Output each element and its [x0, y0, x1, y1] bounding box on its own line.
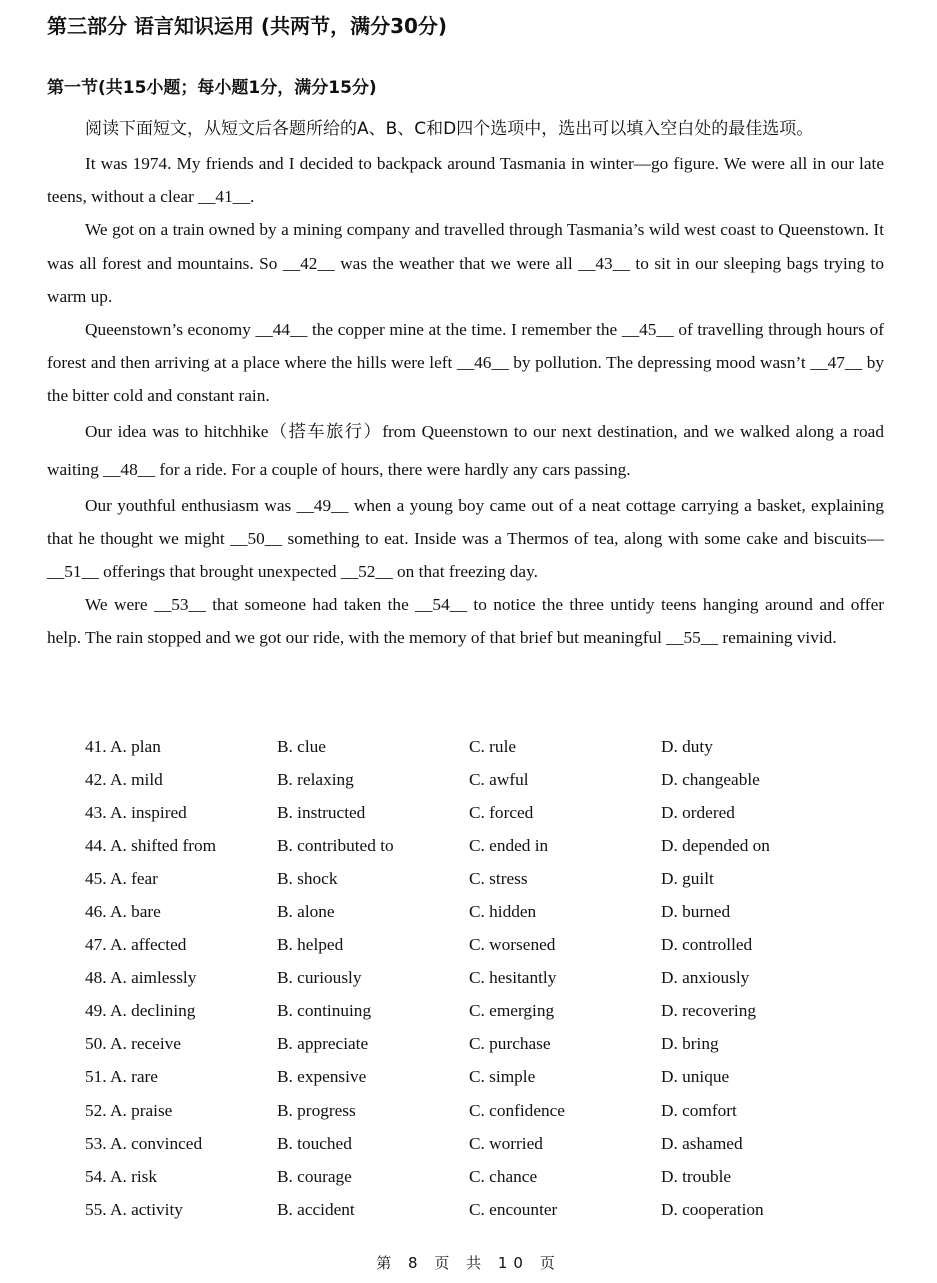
option-a: 43. A. inspired — [85, 802, 187, 822]
passage-paragraph-2: We got on a train owned by a mining company and travelled through Tasmania’s wild west coast to Queenstown. It was all forest and mountains. So __42__ was the weather that we were all __43__ to sit in our sleeping bags trying to warm up. — [47, 220, 884, 306]
option-b: B. curiously — [277, 968, 362, 988]
question-row — [85, 763, 885, 796]
option-d: D. controlled — [661, 935, 753, 955]
option-a: 41. A. plan — [85, 736, 161, 756]
answer-options — [85, 730, 885, 1226]
option-c: C. chance — [469, 1166, 538, 1186]
question-row — [85, 929, 885, 962]
page-number: 第 8 页 共 10 页 — [376, 1254, 561, 1272]
option-a: 44. A. shifted from — [85, 835, 217, 855]
option-a: 49. A. declining — [85, 1001, 196, 1021]
option-c: C. emerging — [469, 1001, 555, 1021]
option-d: D. burned — [661, 902, 731, 922]
question-row — [85, 995, 885, 1028]
option-b: B. helped — [277, 935, 344, 955]
option-c: C. ended in — [469, 835, 549, 855]
option-c: C. rule — [469, 736, 517, 756]
option-c: C. forced — [469, 802, 534, 822]
option-b: B. instructed — [277, 802, 366, 822]
question-row — [85, 1094, 885, 1127]
option-d: D. anxiously — [661, 968, 750, 988]
option-c: C. confidence — [469, 1100, 565, 1120]
option-c: C. hesitantly — [469, 968, 557, 988]
option-b: B. accident — [277, 1199, 355, 1219]
option-d: D. trouble — [661, 1166, 732, 1186]
option-d: D. guilt — [661, 868, 714, 888]
option-a: 52. A. praise — [85, 1100, 173, 1120]
passage-paragraph-3: Queenstown’s economy __44__ the copper mine at the time. I remember the __45__ of travelling through hours of forest and then arriving at a place where the hills were left __46__ by pollution. The depressing mood wasn’t __47__ by the bitter cold and constant rain. — [47, 320, 884, 406]
option-d: D. unique — [661, 1067, 730, 1087]
option-a: 45. A. fear — [85, 868, 158, 888]
option-d: D. recovering — [661, 1001, 757, 1021]
option-c: C. purchase — [469, 1034, 551, 1054]
option-c: C. simple — [469, 1067, 536, 1087]
option-d: D. comfort — [661, 1100, 737, 1120]
option-b: B. relaxing — [277, 769, 354, 789]
question-row — [85, 796, 885, 829]
section-title: 第一节(共15小题；每小题1分，满分15分) — [47, 78, 377, 98]
option-b: B. clue — [277, 736, 326, 756]
passage-paragraph-5: Our youthful enthusiasm was __49__ when a young boy came out of a neat cottage carrying a basket, explaining that he thought we might __50__ something to eat. Inside was a Thermos of tea, along with some cake and biscuits— __51__ offerings that brought unexpected __52__ on that freezing day. — [47, 495, 884, 582]
option-d: D. ashamed — [661, 1133, 743, 1153]
question-row — [85, 730, 885, 763]
option-d: D. ordered — [661, 802, 735, 822]
part-title: 第三部分 语言知识运用 (共两节，满分30分) — [47, 14, 448, 38]
option-a: 46. A. bare — [85, 902, 161, 922]
option-b: B. appreciate — [277, 1034, 369, 1054]
option-b: B. expensive — [277, 1067, 367, 1087]
option-b: B. courage — [277, 1166, 352, 1186]
option-a: 54. A. risk — [85, 1166, 158, 1186]
option-b: B. shock — [277, 868, 338, 888]
option-c: C. stress — [469, 868, 528, 888]
option-b: B. touched — [277, 1133, 352, 1153]
question-row — [85, 829, 885, 862]
option-a: 53. A. convinced — [85, 1133, 203, 1153]
option-c: C. awful — [469, 769, 529, 789]
option-a: 48. A. aimlessly — [85, 968, 197, 988]
option-b: B. continuing — [277, 1001, 372, 1021]
passage-paragraph-4: Our idea was to hitchhike（搭车旅行）from Queenstown to our next destination, and we walked along a road waiting __48__ for a ride. For a couple of hours, there were hardly any cars passing. — [47, 421, 884, 479]
option-a: 42. A. mild — [85, 769, 163, 789]
option-d: D. duty — [661, 736, 713, 756]
question-row — [85, 1160, 885, 1193]
question-row — [85, 862, 885, 895]
option-c: C. worried — [469, 1133, 543, 1153]
option-a: 47. A. affected — [85, 935, 187, 955]
question-row — [85, 1127, 885, 1160]
option-d: D. changeable — [661, 769, 760, 789]
question-row — [85, 895, 885, 928]
option-c: C. hidden — [469, 902, 537, 922]
question-row — [85, 1028, 885, 1061]
cloze-passage — [47, 111, 884, 655]
option-b: B. progress — [277, 1100, 356, 1120]
option-c: C. worsened — [469, 935, 556, 955]
option-b: B. alone — [277, 902, 335, 922]
option-c: C. encounter — [469, 1199, 558, 1219]
option-d: D. cooperation — [661, 1199, 764, 1219]
option-d: D. depended on — [661, 835, 770, 855]
instruction-text: 阅读下面短文，从短文后各题所给的A、B、C和D四个选项中，选出可以填入空白处的最佳选项。 — [85, 119, 814, 139]
question-row — [85, 962, 885, 995]
option-a: 51. A. rare — [85, 1067, 158, 1087]
option-a: 55. A. activity — [85, 1199, 183, 1219]
passage-paragraph-6: We were __53__ that someone had taken the __54__ to notice the three untidy teens hanging around and offer help. The rain stopped and we got our ride, with the memory of that brief but meaningful __55__ remaining vivid. — [47, 595, 884, 648]
option-d: D. bring — [661, 1034, 719, 1054]
question-row — [85, 1193, 885, 1226]
option-a: 50. A. receive — [85, 1034, 181, 1054]
question-row — [85, 1061, 885, 1094]
passage-paragraph-1: It was 1974. My friends and I decided to backpack around Tasmania in winter—go figure. We were all in our late teens, without a clear __41__. — [47, 154, 884, 207]
option-b: B. contributed to — [277, 835, 394, 855]
